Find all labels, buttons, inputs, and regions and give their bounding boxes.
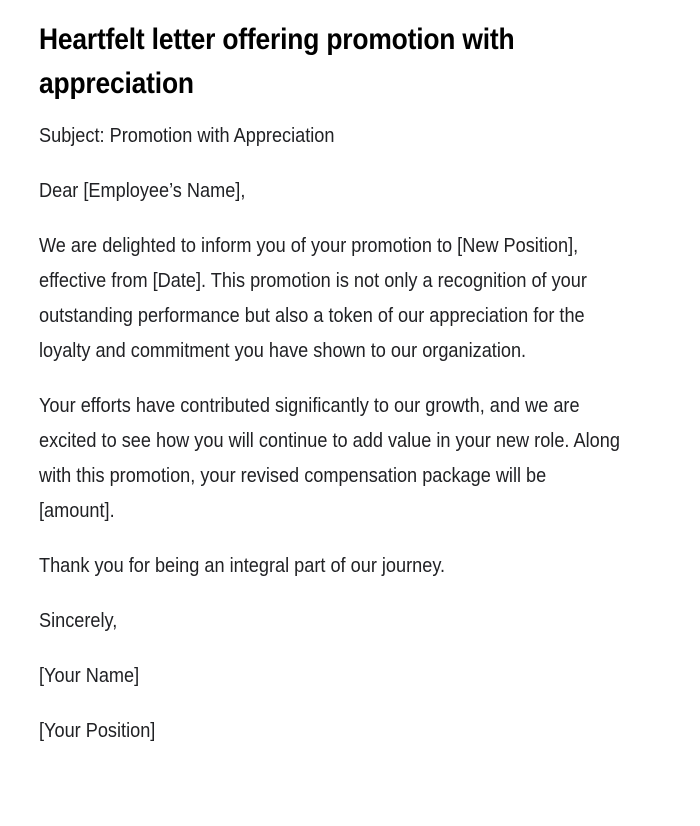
subject-line: Subject: Promotion with Appreciation <box>39 124 335 147</box>
closing-thanks: Thank you for being an integral part of our journey. <box>39 554 446 577</box>
signature-name: [Your Name] <box>39 664 140 687</box>
body-paragraph-2: Your efforts have contributed significantly to our growth, and we are excited to see how you will continue to add value in your new role. Along with this promotion, your revised compensation package will be [amount]. <box>39 394 620 522</box>
sign-off: Sincerely, <box>39 609 118 632</box>
page-title: Heartfelt letter offering promotion with appreciation <box>39 23 515 100</box>
salutation: Dear [Employee’s Name], <box>39 179 246 202</box>
body-paragraph-1: We are delighted to inform you of your promotion to [New Position], effective from [Date]. This promotion is not only a recognition of your outstanding performance but also a token of our appreciation for the loyalty and commitment you have shown to our organization. <box>39 234 587 362</box>
letter-body <box>39 118 627 748</box>
signature-position: [Your Position] <box>39 719 156 742</box>
